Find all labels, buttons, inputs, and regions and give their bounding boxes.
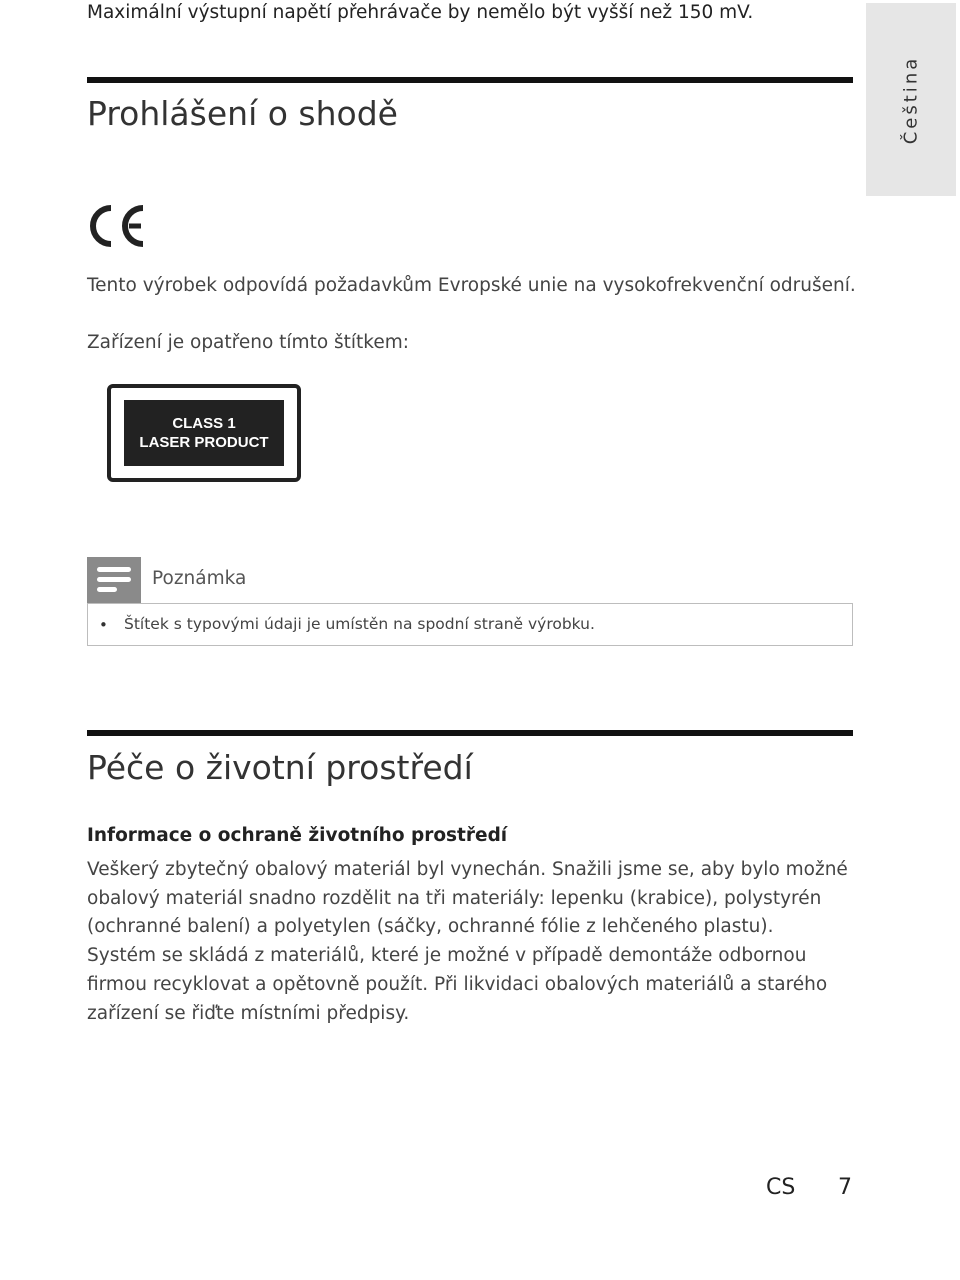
top-line-text: Maximální výstupní napětí přehrávače by nemělo být vyšší než 150 mV. [87,2,754,23]
environment-subheading: Informace o ochraně životního prostředí [87,825,508,846]
laser-label [124,400,284,466]
declaration-text: Tento výrobek odpovídá požadavkům Evropské unie na vysokofrekvenční odrušení. [87,275,856,296]
label-intro-text: Zařízení je opatřeno tímto štítkem: [87,332,409,353]
note-text: Štítek s typovými údaji je umístěn na spodní straně výrobku. [124,615,595,633]
page-number: 7 [838,1175,852,1200]
environment-title: Péče o životní prostředí [87,748,473,787]
language-tab [866,3,956,196]
note-label: Poznámka [152,568,247,589]
declaration-title: Prohlášení o shodě [87,94,398,133]
section-divider [87,77,853,83]
section-divider [87,730,853,736]
paragraph-line: obalový materiál snadno rozdělit na tři materiály: lepenku (krabice), polystyrén [87,887,822,909]
paragraph-line: Veškerý zbytečný obalový materiál byl vynechán. Snažili jsme se, aby bylo možné [87,859,848,880]
language-tab-label: Čeština [900,55,922,144]
paragraph-line: firmou recyklovat a opětovně použít. Při likvidaci obalových materiálů a starého [87,973,828,995]
ce-mark-icon [87,203,147,249]
note-bullet: • [99,616,108,634]
environment-paragraph [87,856,853,1028]
note-icon [87,557,141,603]
laser-label-line1: CLASS 1 [172,415,236,432]
footer-language-code: CS [766,1175,796,1200]
laser-label-line2: LASER PRODUCT [139,434,269,451]
paragraph-line: Systém se skládá z materiálů, které je možné v případě demontáže odbornou [87,945,807,967]
paragraph-line: (ochranné balení) a polyetylen (sáčky, ochranné fólie z lehčeného plastu). [87,916,774,938]
paragraph-line: zařízení se řiďte místními předpisy. [87,1002,410,1024]
